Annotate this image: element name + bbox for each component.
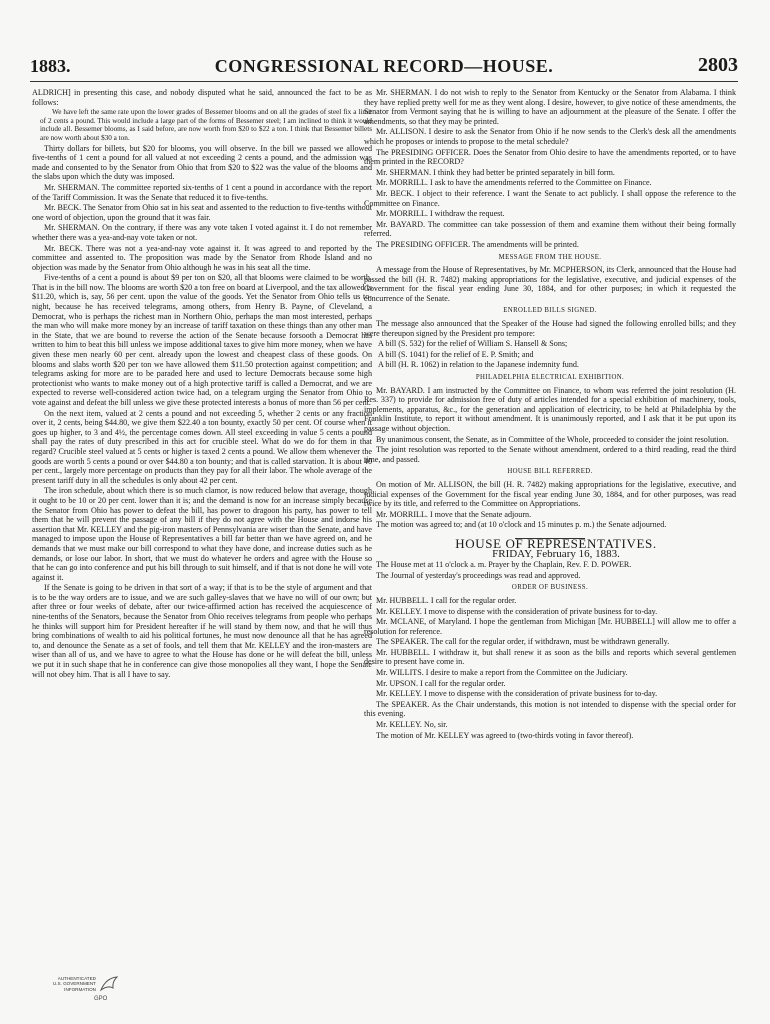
paragraph: On the next item, valued at 2 cents a pound and not exceeding 5, whether 2 cents or any fraction over it, 2 cents, being $44.80, we give them $22.40 a ton bounty, exactly 50 per cent. Of course when it goes up higher, to 3 and 4½, the percentage comes down. All steel exceeding in value 5 cents a pound shall pay the rates of duty prescribed in this act for crucible steel. What do we do for them in that regard? Crucible steel valued at 5 cents or higher is taxed 2 cents a pound. We allow them whenever the goods are worth 5 cents a pound or over $44.80 a ton bounty; and that is called starvation. It is about 40 per cent., largely more percentage on products than they pay for all their labor. The whole average of the present tariff duty in all the schedules is only about 42 per cent. — [32, 408, 372, 485]
paragraph: Mr. BAYARD. I am instructed by the Committee on Finance, to whom was referred the joint resolution (H. Res. 337) to provide for admission free of duty of articles intended for a special exhibition of machinery, tools, implements, apparatus, &c., for the generation and application of electricity, to be held at Philadelphia by the Franklin Institute, to report it without amendment. It is unanimously reported, and I ask that it be put upon its passage without objection. — [364, 385, 736, 433]
paragraph: Mr. MORRILL. I ask to have the amendments referred to the Committee on Finance. — [376, 178, 652, 188]
paragraph: Mr. MORRILL. I move that the Senate adjourn. — [376, 509, 532, 519]
section-heading: ENROLLED BILLS SIGNED. — [503, 307, 597, 315]
quoted-passage: We have left the same rate upon the lower grades of Bessemer blooms and on all the grades of steel fix a limit of 2 cents a pound. This would include a large part of the forms of Bessemer steel; I am inclined to think it would include all. Bessemer blooms, as I said before, are now worth from $20 to $22 a ton. I think that Bessemer billets are now worth about $30 a ton. — [40, 108, 372, 142]
header-rule — [30, 81, 738, 82]
paragraph: The motion of Mr. KELLEY was agreed to (two-thirds voting in favor thereof). — [376, 730, 634, 740]
paragraph: The SPEAKER. The call for the regular order, if withdrawn, must be withdrawn generally. — [376, 637, 670, 647]
paragraph: Mr. KELLEY. I move to dispense with the consideration of private business for to-day. — [376, 606, 658, 616]
paragraph: Mr. BECK. The Senator from Ohio sat in his seat and assented to the reduction to five-tenths without one word of objection, upon the ground that it was fair. — [32, 203, 372, 222]
paragraph: Five-tenths of a cent a pound is about $9 per ton on $20, all that blooms were claimed to be worth. That is in the bill now. The blooms are worth $20 a ton free on board at Liverpool, and the tax allowed is $11.20, which is, say, 56 per cent. upon the value of the goods. Yet the Senator from Ohio tells us to-night, because he has received telegrams, among others, from Henry B. Payne, of Cleveland, a Democrat, who is perhaps the richest man in Northern Ohio, perhaps the man most interested, perhaps the man who will make more money by an increase of tariff taxation on these things than any other man in the State, that we are bound to reverse the action of the Senate because forsooth a Democrat has written to him to beat this bill unless we impose additional taxes to give him more money, when we have given these men nearly 60 per cent. already upon the lowest and cheapest class of these goods. On blooms and slabs worth $20 per ton we have allowed them $11.50 protection against competition; and telegrams asking for more are to be paraded here and used to lecture Democrats because some high protectionist who wants to make money out of a high protective tariff is called a Democrat, and we are expected to reverse well-considered action twice had, on a telegram urging the Senator from Ohio to vote against and defeat the bill unless we give these protected interests a bonus of more than 56 per cent. — [32, 273, 372, 407]
paragraph: Mr. MORRILL. I withdraw the request. — [376, 209, 505, 219]
paragraph: Thirty dollars for billets, but $20 for blooms, you will observe. In the bill we passed we allowed five-tenths of 1 cent a pound for all valued at not exceeding 2 cents a pound, and the admission was made and consented to by the Senator from Ohio that from $20 to $22 was the value of the blooms and the slabs upon which the duty was imposed. — [32, 143, 372, 182]
gpo-mark: GPO — [94, 996, 108, 1002]
paragraph: Mr. SHERMAN. I do not wish to reply to the Senator from Kentucky or the Senator from Alabama. I think they have replied pretty well for me as they went along. I desire, however, to give notice of these amendments, the Senator from Vermont saying that he is willing to have an adjournment at the pleasure of the Senate. I offer the amendments, so that they may be printed. — [364, 88, 736, 126]
paragraph: The joint resolution was reported to the Senate without amendment, ordered to a third reading, read the third time, and passed. — [364, 445, 736, 464]
gpo-authentication-seal — [40, 972, 120, 1008]
paragraph: Mr. ALLISON. I desire to ask the Senator from Ohio if he now sends to the Clerk's desk all the amendments which he proposes or intends to propose to the metal schedule? — [364, 127, 736, 146]
senate-proceedings — [364, 88, 736, 530]
page-header — [30, 56, 738, 78]
paragraph: The Journal of yesterday's proceedings was read and approved. — [376, 570, 581, 580]
paragraph: The House met at 11 o'clock a. m. Prayer by the Chaplain, Rev. F. D. POWER. — [376, 560, 632, 570]
house-section-title: HOUSE OF REPRESENTATIVES. — [455, 535, 657, 551]
gpo-line: AUTHENTICATED — [57, 976, 96, 981]
paragraph: Mr. MCLANE, of Maryland. I hope the gentleman from Michigan [Mr. HUBBELL] will allow me to offer a resolution for reference. — [364, 617, 736, 636]
paragraph: Mr. KELLEY. No, sir. — [376, 720, 448, 730]
paragraph: The motion was agreed to; and (at 10 o'clock and 15 minutes p. m.) the Senate adjourned. — [376, 520, 667, 530]
paragraph: The iron schedule, about which there is so much clamor, is now reduced below that average, though it ought to be 10 or 20 per cent. lower than it is; and the demand is now for an increase simply because the Senator from Ohio has power to defeat the bill, has power to dragoon his party, has power to tell them that he will prevent the passage of any bill if they do not agree with the House and indorse his assertion that Mr. KELLEY and the pig-iron masters of Pennsylvania are wiser than the Senate, and have managed to impose upon the House of Representatives a bill far better than we have agreed on, and he demands that we must make our bill correspond to what they have done, and increase duties such as he demands, or lose our labor. In short, that we must do whatever he orders and agree with the House so that he can go into conference and put his bill through to suit himself, and if that is not done he will vote against it. — [32, 486, 372, 582]
paragraph: By unanimous consent, the Senate, as in Committee of the Whole, proceeded to consider the joint resolution. — [376, 434, 729, 444]
bill-item: A bill (S. 1041) for the relief of E. P. Smith; and — [378, 349, 534, 359]
bill-item: A bill (H. R. 1062) in relation to the Japanese indemnity fund. — [378, 360, 579, 370]
paragraph: The message also announced that the Speaker of the House had signed the following enrolled bills; and they were thereupon signed by the President pro tempore: — [364, 319, 736, 338]
gpo-line: INFORMATION — [64, 986, 96, 992]
paragraph: Mr. SHERMAN. I think they had better be printed separately in bill form. — [376, 167, 615, 177]
eagle-icon — [98, 974, 120, 996]
header-year: 1883. — [30, 56, 71, 76]
section-heading: MESSAGE FROM THE HOUSE. — [498, 253, 602, 261]
house-proceedings — [364, 560, 736, 740]
paragraph: Mr. KELLEY. I move to dispense with the consideration of private business for to-day. — [376, 689, 658, 699]
paragraph: Mr. BECK. There was not a yea-and-nay vote against it. It was agreed to and reported by the committee and assented to. The proposition was made by the Senator from Rhode Island and no objection was made by the Senator from Ohio although he was in his seat all the time. — [32, 243, 372, 272]
paragraph: The PRESIDING OFFICER. Does the Senator from Ohio desire to have the amendments reported, or to have them printed in the RECORD? — [364, 147, 736, 167]
section-heading: ORDER OF BUSINESS. — [511, 584, 589, 592]
section-heading: HOUSE BILL REFERRED. — [507, 468, 593, 476]
paragraph: Mr. HUBBELL. I call for the regular order. — [376, 595, 517, 605]
paragraph: Mr. HUBBELL. I withdraw it, but shall renew it as soon as the bills and reports which several gentlemen desire to present have come in. — [364, 647, 736, 667]
paragraph: Mr. SHERMAN. On the contrary, if there was any vote taken I voted against it. I do not remember whether there was a yea-and-nay vote taken or not. — [32, 223, 372, 242]
gpo-seal-text — [40, 976, 96, 992]
gpo-line: U.S. GOVERNMENT — [52, 981, 96, 987]
paragraph: The PRESIDING OFFICER. The amendments will be printed. — [376, 239, 579, 249]
paragraph: If the Senate is going to be driven in that sort of a way; if that is to be the style of argument and that is to be the way orders are to issue, and we are such galley-slaves that we have no will of our own; but after three or four weeks of debate, after our twice-affirmed action has received the acquiescence of nine-tenths of the Senators, because the Senator from Ohio receives telegrams from people who perhaps he thinks will support him for President hereafter if he will stand by them now, and that he will thus bring combinations of wealth to aid his political fortunes, he must now denounce all that he has agreed to, and denounce the Senate as a set of fools, and tell them that Mr. KELLEY and the iron-masters are wiser than all of us, and we have to agree to what the House has done or he will defeat the bill, unless we put it in such shape that he in conference can give those monopolies all they want, I hope the Senate will not obey him. That is all I have to say. — [32, 583, 372, 679]
paragraph: A message from the House of Representatives, by Mr. MCPHERSON, its Clerk, announced that the House had passed the bill (H. R. 7482) making appropriations for the legislative, executive, and judicial expenses of the Government for the fiscal year ending June 30, 1884, and for other purposes; in which it requested the concurrence of the Senate. — [364, 265, 736, 303]
header-page-number: 2803 — [698, 54, 738, 76]
left-column — [32, 88, 372, 680]
section-heading: PHILADELPHIA ELECTRICAL EXHIBITION. — [475, 374, 625, 382]
house-section-date: FRIDAY, February 16, 1883. — [492, 547, 620, 560]
bill-item: A bill (S. 532) for the relief of William S. Hansell & Sons; — [378, 339, 568, 349]
paragraph: Mr. BAYARD. The committee can take possession of them and examine them without their being formally referred. — [364, 219, 736, 239]
paragraph: On motion of Mr. ALLISON, the bill (H. R. 7482) making appropriations for the legislative, executive, and judicial expenses of the Government for the fiscal year ending June 30, 1884, and for other purposes, was read twice by its title, and referred to the Committee on Appropriations. — [364, 479, 736, 509]
paragraph: The SPEAKER. As the Chair understands, this motion is not intended to dispense with the special order for this evening. — [364, 699, 736, 719]
paragraph: ALDRICH] in presenting this case, and nobody disputed what he said, announced the fact to be as follows: — [32, 88, 372, 107]
paragraph: Mr. SHERMAN. The committee reported six-tenths of 1 cent a pound in accordance with the report of the Tariff Commission. It was the Senate that reduced it to five-tenths. — [32, 182, 372, 202]
paragraph: Mr. UPSON. I call for the regular order. — [376, 678, 506, 688]
right-column — [364, 88, 736, 741]
paragraph: Mr. BECK. I object to their reference. I want the Senate to act publicly. I shall oppose the reference to the Committee on Finance. — [364, 188, 736, 208]
paragraph: Mr. WILLITS. I desire to make a report from the Committee on the Judiciary. — [376, 668, 628, 678]
header-title: CONGRESSIONAL RECORD—HOUSE. — [214, 56, 554, 76]
